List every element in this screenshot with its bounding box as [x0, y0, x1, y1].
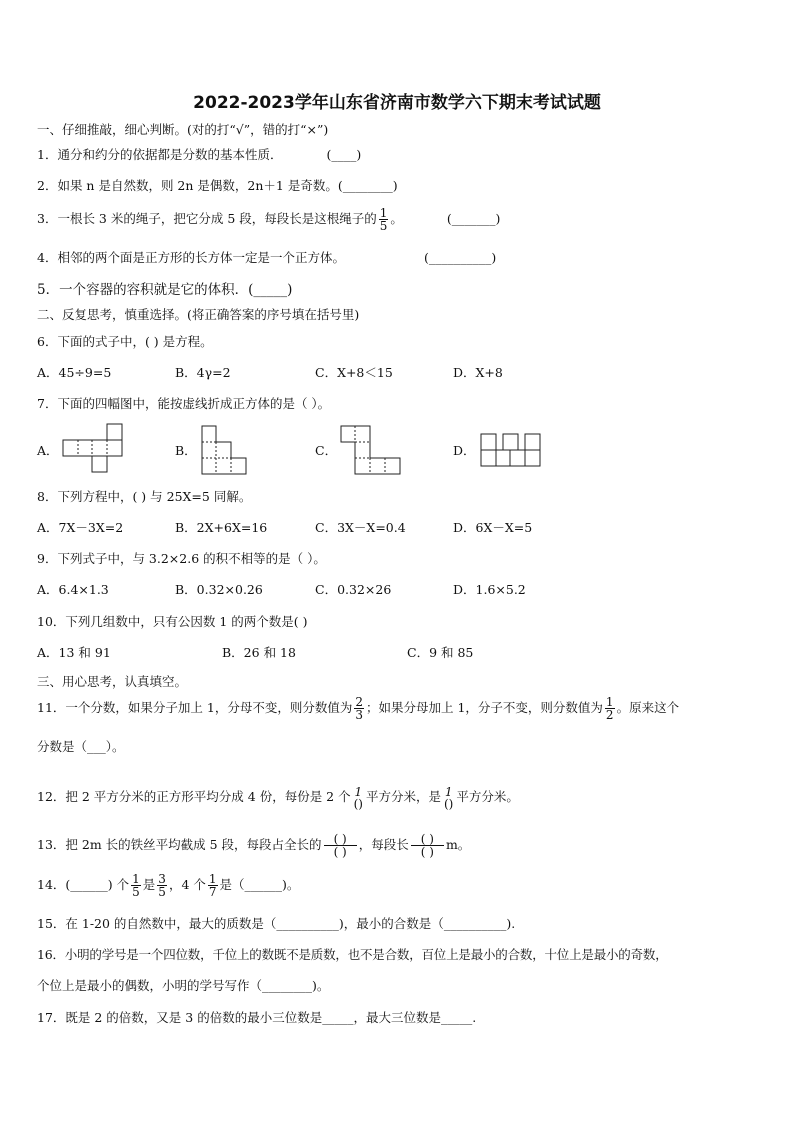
fraction-numerator: 2 [355, 695, 363, 709]
q9-option-c[interactable]: C．0.32×26 [315, 582, 392, 597]
question-11-line-2: 分数是（___）。 [37, 739, 125, 754]
question-7: 7．下面的四幅图中，能按虚线折成正方体的是（ ）。 [37, 396, 331, 411]
question-13 [37, 830, 470, 860]
question-13-text-a: 13．把 2m 长的铁丝平均截成 5 段，每段占全长的 [37, 837, 322, 852]
question-13-text-b: ，每段长 [358, 837, 409, 852]
cube-net-figure-b [201, 425, 247, 475]
fraction-1-2 [605, 696, 615, 721]
question-2: 2．如果 n 是自然数，则 2n 是偶数，2n＋1 是奇数。(________) [37, 178, 398, 193]
fraction-3-5 [157, 873, 167, 898]
question-1-text: 1．通分和约分的依据都是分数的基本性质． [37, 147, 283, 162]
q6-option-a[interactable]: A．45÷9=5 [37, 365, 112, 380]
question-9: 9．下列式子中，与 3.2×2.6 的积不相等的是（ ）。 [37, 551, 326, 566]
fraction-denominator[interactable]: () [444, 797, 454, 811]
question-3-end: 。 [390, 211, 403, 226]
fraction-numerator: 1 [444, 785, 453, 799]
fraction-numerator: 1 [379, 206, 388, 220]
question-14-text-d: 是（______)。 [219, 877, 300, 892]
q6-option-b[interactable]: B．4γ=2 [175, 365, 231, 380]
fraction-denominator: 3 [355, 708, 363, 722]
section-3-heading: 三、用心思考，认真填空。 [37, 674, 188, 689]
question-12 [37, 784, 519, 810]
q10-option-c[interactable]: C．9 和 85 [407, 645, 474, 660]
question-12-text-b: 平方分米，是 [365, 789, 441, 804]
q10-option-a[interactable]: A．13 和 91 [37, 645, 111, 660]
q7-option-d[interactable]: D． [453, 443, 476, 458]
question-10: 10．下列几组数中，只有公因数 1 的两个数是( ) [37, 614, 308, 629]
fraction-denominator[interactable]: ( ) [420, 845, 434, 859]
question-6: 6．下面的式子中，( ) 是方程。 [37, 334, 213, 349]
fraction-denominator: 5 [132, 885, 140, 899]
q9-option-d[interactable]: D．1.6×5.2 [453, 582, 526, 597]
question-3-answer-blank[interactable]: (_______) [446, 211, 501, 226]
question-8: 8．下列方程中，( ) 与 25X=5 同解。 [37, 489, 252, 504]
section-2-heading: 二、反复思考，慎重选择。(将正确答案的序号填在括号里) [37, 307, 360, 322]
q9-option-a[interactable]: A．6.4×1.3 [37, 582, 109, 597]
question-3-text: 3．一根长 3 米的绳子，把它分成 5 段，每段长是这根绳子的 [37, 211, 377, 226]
fraction-denominator: 7 [208, 885, 217, 899]
cube-net-figure-d [480, 433, 542, 467]
fraction-denominator: 2 [605, 708, 614, 722]
question-14 [37, 870, 299, 900]
q7-option-c[interactable]: C． [315, 443, 338, 458]
fraction-blank-2[interactable] [411, 833, 444, 858]
question-1 [37, 147, 361, 163]
q6-option-c[interactable]: C．X+8＜15 [315, 365, 393, 380]
question-15: 15．在 1-20 的自然数中，最大的质数是（__________)，最小的合数是（__________). [37, 916, 516, 931]
question-4 [37, 250, 496, 266]
fraction-denominator[interactable]: ( ) [333, 845, 347, 859]
fraction-numerator[interactable]: ( ) [324, 833, 357, 846]
question-12-text-a: 12．把 2 平方分米的正方形平均分成 4 份，每份是 2 个 [37, 789, 351, 804]
fraction-denominator[interactable]: () [353, 797, 363, 811]
fraction-numerator: 1 [132, 872, 140, 886]
question-14-text-c: ，4 个 [168, 877, 206, 892]
question-11-text-b: ；如果分母加上 1，分子不变，则分数值为 [365, 700, 603, 715]
q7-option-b[interactable]: B． [175, 443, 197, 458]
fraction-numerator: 3 [158, 872, 166, 886]
cube-net-figure-c [340, 425, 402, 475]
fraction-blank-1[interactable] [324, 833, 357, 858]
fraction-2-3 [354, 696, 364, 721]
q8-option-c[interactable]: C．3X－X=0.4 [315, 520, 406, 535]
question-12-text-c: 平方分米。 [456, 789, 519, 804]
question-14-text-a: 14．(______) 个 [37, 877, 130, 892]
question-4-text: 4．相邻的两个面是正方形的长方体一定是一个正方体。 [37, 250, 345, 265]
fraction-1-7 [208, 873, 218, 898]
section-1-heading: 一、仔细推敲，细心判断。(对的打“√”，错的打“×”) [37, 122, 329, 137]
fraction-1-over-blank-2 [443, 786, 454, 810]
q8-option-a[interactable]: A．7X－3X=2 [37, 520, 124, 535]
question-16-line-2: 个位上是最小的偶数，小明的学号写作（________)。 [37, 978, 330, 993]
fraction-1-over-blank [353, 786, 364, 810]
q6-option-d[interactable]: D．X+8 [453, 365, 503, 380]
question-13-text-c: m。 [445, 837, 471, 852]
q9-option-b[interactable]: B．0.32×0.26 [175, 582, 263, 597]
question-11-text-a: 11．一个分数，如果分子加上 1，分母不变，则分数值为 [37, 700, 353, 715]
question-1-answer-blank[interactable]: (____) [326, 147, 362, 162]
question-14-text-b: 是 [142, 877, 156, 892]
question-4-answer-blank[interactable]: (__________) [423, 250, 497, 265]
fraction-numerator: 1 [605, 695, 614, 709]
q8-option-b[interactable]: B．2X+6X=16 [175, 520, 268, 535]
question-11 [37, 696, 679, 721]
question-3 [37, 207, 500, 232]
q10-option-b[interactable]: B．26 和 18 [222, 645, 296, 660]
fraction-denominator: 5 [158, 885, 166, 899]
question-17: 17．既是 2 的倍数，又是 3 的倍数的最小三位数是_____，最大三位数是_____. [37, 1010, 477, 1025]
fraction-numerator: 1 [208, 872, 217, 886]
fraction-numerator[interactable]: ( ) [411, 833, 444, 846]
fraction-denominator: 5 [379, 219, 388, 233]
q7-option-a[interactable]: A． [37, 443, 59, 458]
question-16-line-1: 16．小明的学号是一个四位数，千位上的数既不是质数，也不是合数，百位上是最小的合数，十位上是最小的奇数， [37, 947, 668, 962]
question-5: 5．一个容器的容积就是它的体积．(_____) [37, 282, 293, 298]
fraction-numerator: 1 [354, 785, 363, 799]
cube-net-figure-a [62, 423, 124, 473]
fraction-1-5 [131, 873, 141, 898]
page-title: 2022-2023学年山东省济南市数学六下期末考试试题 [193, 93, 601, 113]
question-11-text-c: 。原来这个 [616, 700, 680, 715]
fraction-1-5 [379, 207, 389, 232]
q8-option-d[interactable]: D．6X－X=5 [453, 520, 533, 535]
